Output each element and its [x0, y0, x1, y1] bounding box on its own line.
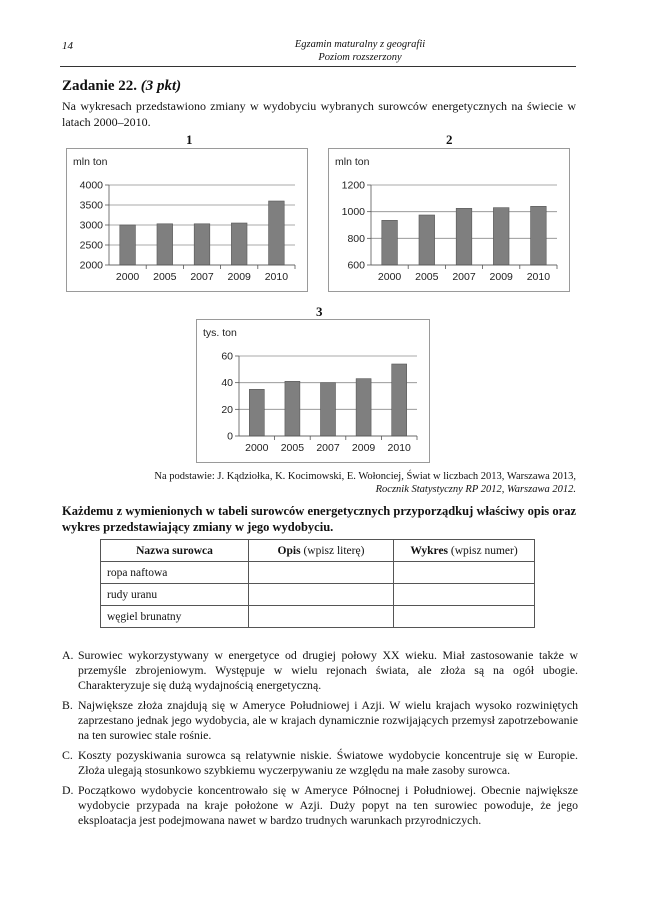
- x-tick-label: 2000: [115, 271, 140, 283]
- x-tick-label: 2000: [245, 442, 269, 454]
- header-divider: [60, 66, 576, 67]
- chart-answer-cell[interactable]: [394, 562, 535, 584]
- x-tick-label: 2005: [415, 271, 439, 283]
- option-letter: C.: [62, 748, 73, 762]
- bar: [321, 383, 336, 436]
- y-tick-label: 600: [347, 259, 365, 272]
- bar: [285, 381, 300, 436]
- task-number: Zadanie 22.: [62, 78, 138, 94]
- table-header-row: [101, 540, 535, 562]
- bar: [419, 215, 435, 265]
- y-tick-label: 0: [227, 430, 233, 443]
- answer-table: [100, 539, 535, 628]
- x-tick-label: 2007: [452, 271, 476, 283]
- description-answer-cell[interactable]: [249, 584, 394, 606]
- option-text: Surowiec wykorzystywany w energetyce od drugiej połowy XX wieku. Miał zastosowanie także w przemyśle zbrojeniowym. Występuje w wielu rejonach świata, ale złoża są na ogół ubogie. Charakteryzuje się dużą wydajnością energetyczną.: [78, 648, 578, 692]
- unit-label: mln ton: [73, 156, 108, 168]
- bar: [194, 224, 210, 265]
- x-tick-label: 2005: [153, 271, 177, 283]
- chart-answer-cell[interactable]: [394, 584, 535, 606]
- task-instruction: Każdemu z wymienionych w tabeli surowców energetycznych przyporządkuj właściwy opis oraz wykres przedstawiający zmiany w jego wydobyciu.: [62, 504, 576, 534]
- bar: [456, 208, 472, 265]
- x-tick-label: 2007: [190, 271, 214, 283]
- header-title: Egzamin maturalny z geografii: [294, 39, 426, 50]
- table-row: [101, 606, 535, 628]
- x-tick-label: 2009: [489, 271, 513, 283]
- task-title: [62, 78, 181, 95]
- chart-3: [196, 319, 430, 463]
- y-tick-label: 3000: [79, 219, 103, 232]
- y-tick-label: 40: [221, 377, 233, 390]
- header-description: Opis (wpisz literę): [249, 540, 394, 562]
- option-text: Koszty pozyskiwania surowca są relatywnie niskie. Światowe wydobycie koncentruje się w Europie. Złoża ulegają stosunkowo szybkiemu wyczerpywaniu ze względu na małe zasoby surowca.: [78, 748, 578, 777]
- y-tick-label: 1000: [341, 206, 365, 219]
- y-tick-label: 1200: [341, 179, 365, 192]
- x-tick-label: 2000: [377, 271, 402, 283]
- y-tick-label: 20: [221, 403, 233, 416]
- y-tick-label: 800: [347, 232, 365, 245]
- y-tick-label: 2500: [79, 239, 103, 252]
- x-tick-label: 2010: [526, 271, 551, 283]
- chart-3-svg: [197, 320, 429, 462]
- resource-name: ropa naftowa: [101, 562, 249, 584]
- option-a: [62, 648, 578, 693]
- unit-label: tys. ton: [203, 327, 237, 339]
- option-d: [62, 783, 578, 828]
- description-answer-cell[interactable]: [249, 606, 394, 628]
- x-tick-label: 2005: [280, 442, 305, 454]
- table-row: [101, 584, 535, 606]
- chart-answer-cell[interactable]: [394, 606, 535, 628]
- y-tick-label: 3500: [79, 199, 103, 212]
- option-letter: D.: [62, 783, 74, 797]
- bar: [531, 206, 547, 265]
- table-row: [101, 562, 535, 584]
- options-list: [62, 648, 578, 833]
- header-name: Nazwa surowca: [101, 540, 249, 562]
- option-letter: B.: [62, 698, 73, 712]
- chart-1-svg: [67, 149, 307, 291]
- x-tick-label: 2009: [227, 271, 251, 283]
- option-letter: A.: [62, 648, 74, 662]
- option-c: [62, 748, 578, 778]
- x-tick-label: 2010: [387, 442, 411, 454]
- option-b: [62, 698, 578, 743]
- bar: [249, 389, 264, 436]
- page-number: 14: [62, 40, 73, 52]
- resource-name: rudy uranu: [101, 584, 249, 606]
- description-answer-cell[interactable]: [249, 562, 394, 584]
- bar: [157, 224, 173, 265]
- option-text: Początkowo wydobycie koncentrowało się w Ameryce Północnej i Południowej. Obecnie największe wydobycie przypada na kraje położone w Azji. Duży popyt na ten surowiec powoduje, że jego eksploatacja jest podejmowana nawet w bardzo trudnych warunkach przyrodniczych.: [78, 783, 578, 827]
- bar: [231, 223, 247, 265]
- bar: [382, 220, 398, 265]
- x-tick-label: 2010: [264, 271, 289, 283]
- source-line-2: Rocznik Statystyczny RP 2012, Warszawa 2012.: [375, 484, 576, 495]
- bar: [493, 208, 509, 265]
- chart-1-label: 1: [186, 132, 193, 147]
- source-note: [154, 470, 576, 496]
- bar: [120, 225, 136, 265]
- header-chart: Wykres (wpisz numer): [394, 540, 535, 562]
- x-tick-label: 2007: [316, 442, 340, 454]
- source-line-1: Na podstawie: J. Kądziołka, K. Kocimowski, E. Wołonciej, Świat w liczbach 2013, Warszawa 2013,: [154, 471, 576, 482]
- y-tick-label: 60: [221, 350, 233, 363]
- bar: [356, 379, 371, 436]
- bar: [392, 364, 407, 436]
- y-tick-label: 4000: [79, 179, 103, 192]
- chart-2: [328, 148, 570, 292]
- task-intro: Na wykresach przedstawiono zmiany w wydobyciu wybranych surowców energetycznych na świecie w latach 2000–2010.: [62, 99, 576, 129]
- page-header: [200, 38, 520, 64]
- bar: [269, 201, 285, 265]
- task-points: (3 pkt): [140, 78, 182, 94]
- resource-name: węgiel brunatny: [101, 606, 249, 628]
- unit-label: mln ton: [335, 156, 370, 168]
- option-text: Największe złoża znajdują się w Ameryce Południowej i Azji. W wielu krajach wysoko rozwiniętych zaprzestano jednak jego wydobycia, ale w krajach dynamicznie rozwijających przemysł zapotrzebowanie na ten surowiec stale rośnie.: [78, 698, 578, 742]
- header-subtitle: Poziom rozszerzony: [318, 52, 402, 63]
- chart-1: [66, 148, 308, 292]
- y-tick-label: 2000: [79, 259, 103, 272]
- chart-2-label: 2: [446, 132, 453, 147]
- chart-3-label: 3: [316, 304, 323, 319]
- x-tick-label: 2009: [351, 442, 376, 454]
- chart-2-svg: [329, 149, 569, 291]
